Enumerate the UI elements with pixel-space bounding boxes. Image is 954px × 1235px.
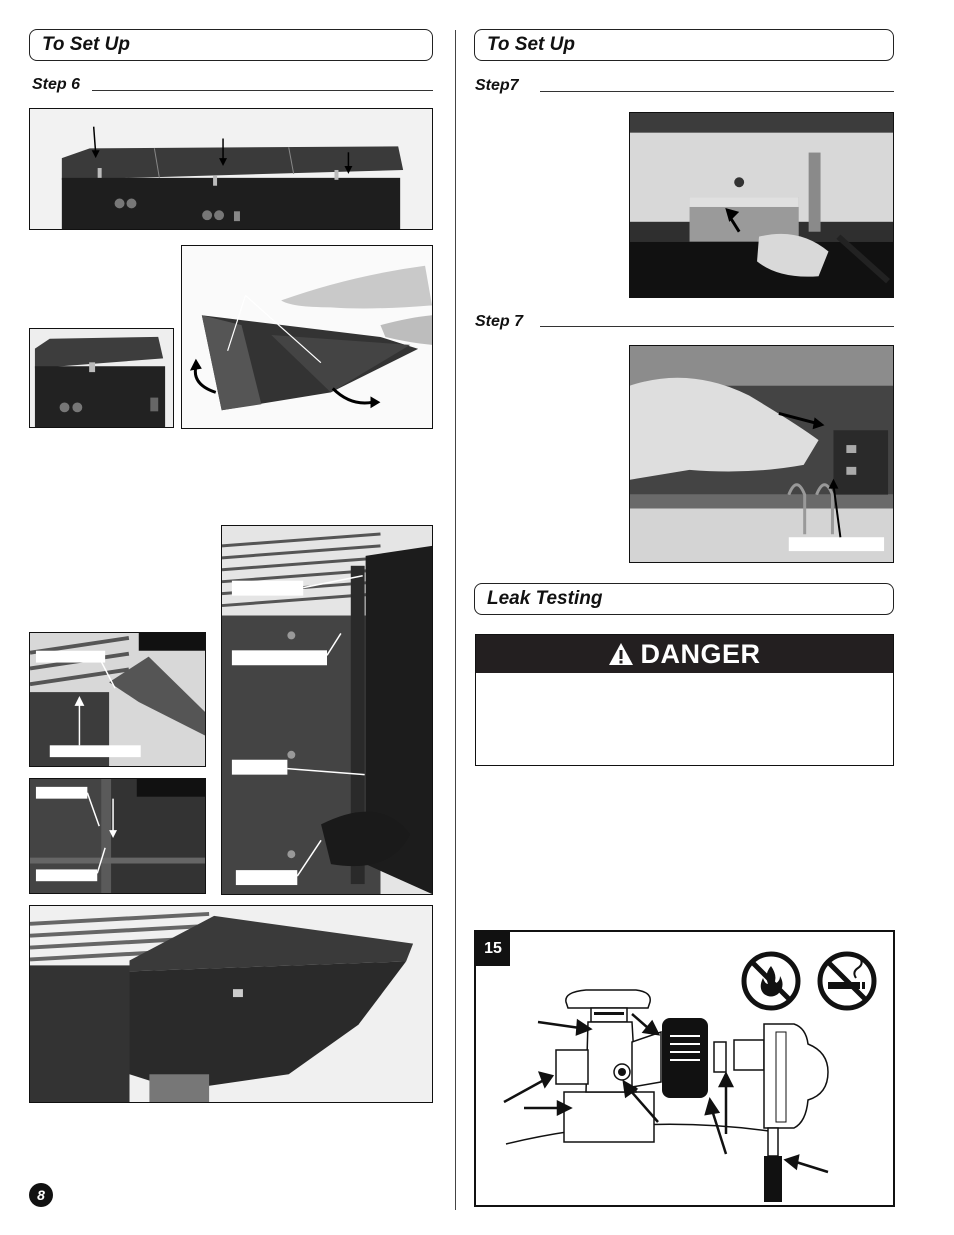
figure-15-box [474,930,895,1207]
figure-number: 15 [476,932,510,966]
column-divider [455,30,456,1210]
right-section-header [474,29,894,61]
page-number: 8 [29,1183,53,1207]
danger-box [475,634,894,766]
left-section-header [29,29,433,61]
photo-leg-bracket [29,778,206,894]
photo-hands-folding-box [181,245,433,429]
step-6-rule [92,90,433,91]
step-7b-rule [540,326,894,327]
left-section-title: To Set Up [42,34,130,55]
photo-side-shelf-assembly [221,525,433,895]
danger-label: DANGER [640,639,761,669]
step-7a-label: Step7 [475,77,519,94]
photo-grill-lids [29,108,433,230]
photo-closed-box [29,328,174,428]
leak-testing-header [474,583,894,615]
leak-testing-title: Leak Testing [487,588,603,609]
photo-installed-side-shelf [29,905,433,1103]
valve-regulator-diagram [476,972,892,1204]
photo-igniter-install [629,345,894,563]
warning-triangle-icon [608,642,634,673]
photo-grate-corner [29,632,206,767]
step-6-label: Step 6 [32,76,81,93]
step-7a-rule [540,91,894,92]
right-section-title: To Set Up [487,34,575,55]
photo-grease-tray-install [629,112,894,298]
danger-bar [476,635,893,673]
step-7b-label: Step 7 [475,313,524,330]
